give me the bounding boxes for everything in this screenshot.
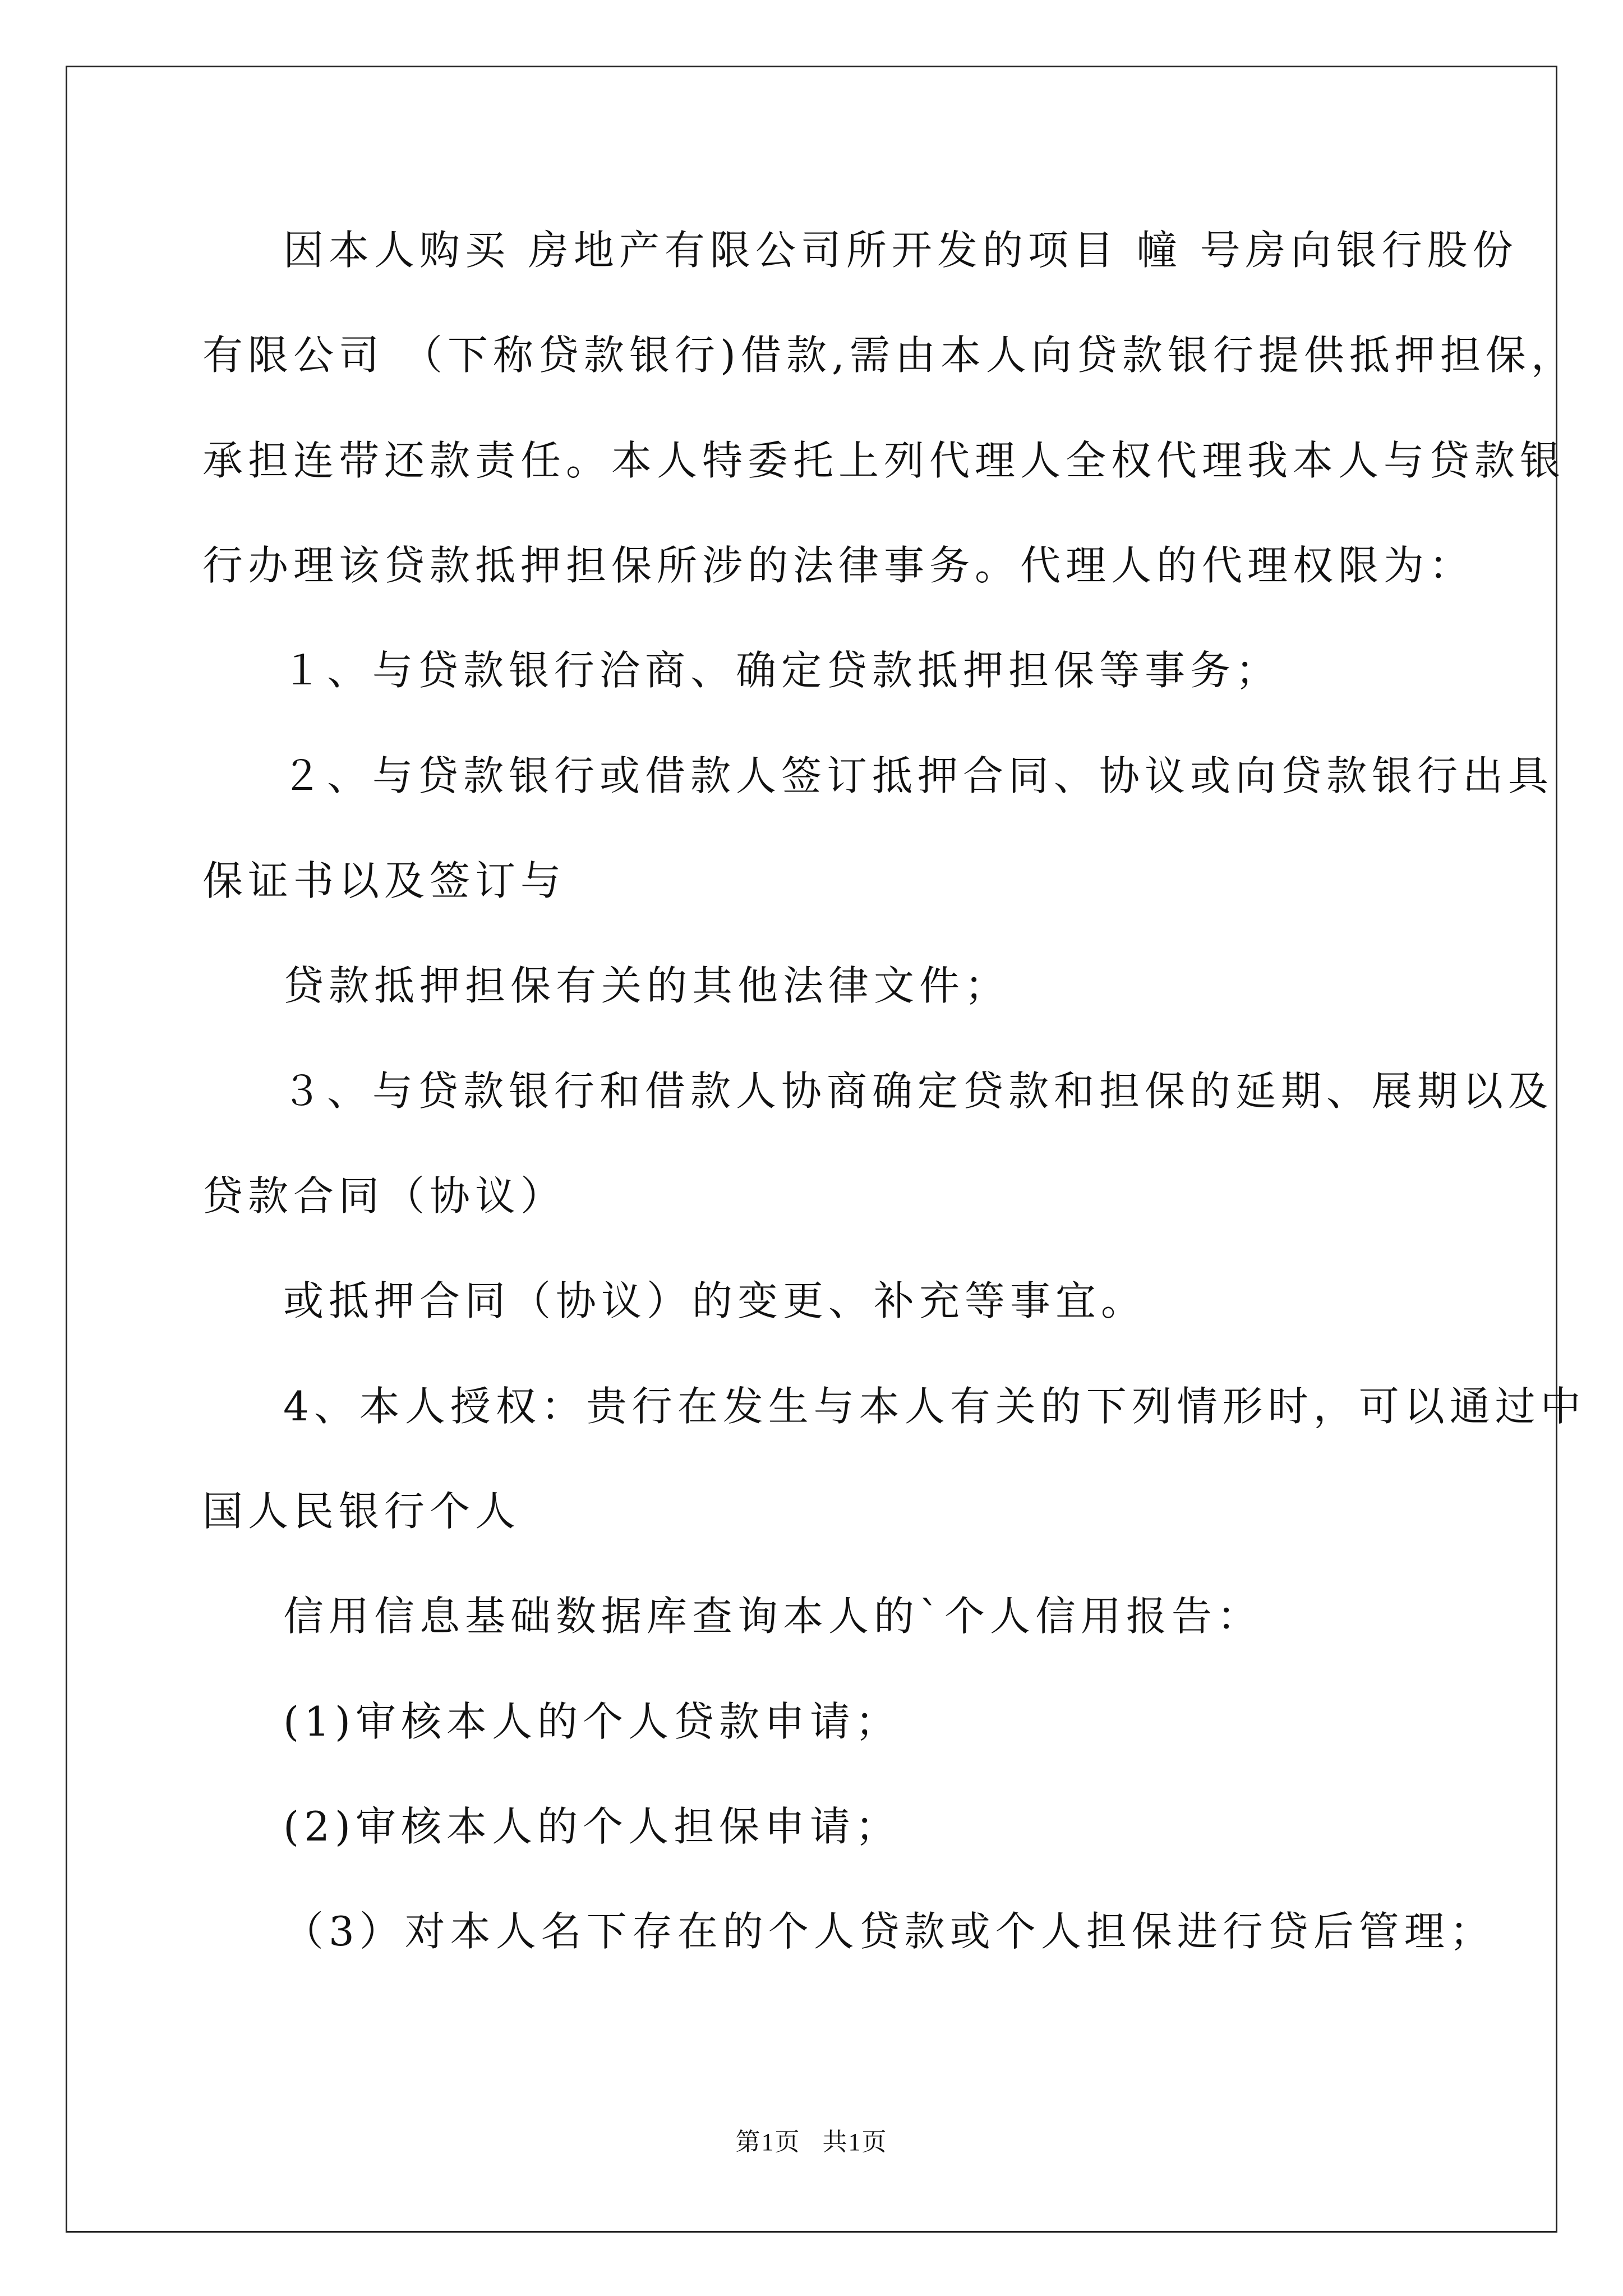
list-item: （3）对本人名下存在的个人贷款或个人担保进行贷后管理； — [283, 1908, 1495, 1955]
page-number-footer: 第1页 共1页 — [735, 2128, 888, 2156]
paragraph-line: 贷款合同（协议） — [202, 1172, 566, 1220]
list-item: 4、本人授权：贵行在发生与本人有关的下列情形时，可以通过中 — [283, 1383, 1586, 1430]
list-item: (2)审核本人的个人担保申请； — [283, 1803, 901, 1850]
paragraph-line: 因本人购买 房地产有限公司所开发的项目 幢 号房向银行股份 — [283, 227, 1518, 274]
paragraph-line: 国人民银行个人 — [202, 1488, 521, 1535]
paragraph-line: 保证书以及签订与 — [202, 857, 566, 904]
list-item: (1)审核本人的个人贷款申请； — [283, 1698, 901, 1745]
list-item: ２、与贷款银行或借款人签订抵押合同、协议或向贷款银行出具 — [282, 752, 1554, 799]
list-item: １、与贷款银行洽商、确定贷款抵押担保等事务； — [282, 647, 1281, 694]
paragraph-line: 信用信息基础数据库查询本人的`个人信用报告： — [283, 1593, 1263, 1640]
list-item: ３、与贷款银行和借款人协商确定贷款和担保的延期、展期以及 — [282, 1068, 1554, 1115]
paragraph-line: 有限公司 （下称贷款银行)借款,需由本人向贷款银行提供抵押担保， — [202, 332, 1576, 379]
paragraph-line: 行办理该贷款抵押担保所涉的法律事务。代理人的代理权限为： — [202, 542, 1475, 589]
paragraph-line: 或抵押合同（协议）的变更、补充等事宜。 — [283, 1277, 1147, 1324]
paragraph-line: 贷款抵押担保有关的其他法律文件； — [283, 962, 1011, 1009]
paragraph-line: 承担连带还款责任。本人特委托上列代理人全权代理我本人与贷款银 — [202, 437, 1566, 484]
